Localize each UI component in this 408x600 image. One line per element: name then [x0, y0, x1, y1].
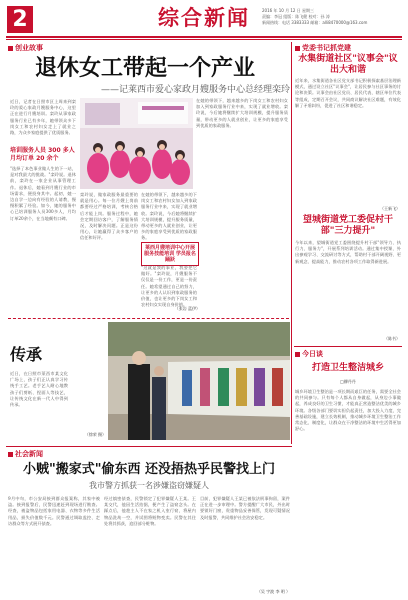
lead-intro: 近日，记者在日照市区上周来到栾玲的爱心家政月嫂服务中心，这里正在进行月嫂培训。栾玲从事家政服务行业已有多年，她带领众多下岗女工和农村妇女走上了就业之路，为众多家庭提供了优质服务。 — [10, 99, 76, 136]
lead-col2b-text: 栾玲说，做家政服务最重要的就是用心。每一位月嫂上岗前都要经过严格培训，考核合格后才能上岗。服务过程中，她会定期回访客户，了解服务情况，及时解决问题。正是这份用心，让她赢得了众多客户的信任和好评。 — [80, 192, 138, 241]
lead-box — [141, 242, 199, 266]
lead-subtitle-1: 培训服务人员 300 多人月均订单 20 余个 — [10, 147, 75, 162]
bottom-col2: 经过缜密侦查，民警锁定了犯罪嫌疑人王某。王某交代，他因生活拮据，便产生了盗窃念头。在踩点后，他趁主人不在家之机入室行窃，将屋内物品洗劫一空，并试图将赃物变卖。民警在其住处将其抓获，追回部分赃物。 — [104, 496, 196, 526]
lead-box-title: 莱西月嫂培训中心开展服务技能培训 学员报名踊跃 — [144, 245, 196, 263]
right1-sub-headline[interactable]: 望城街道党工委促村干部"三力提升" — [302, 215, 393, 236]
bottom-reporter: （吴 宇波 李 明 ） — [256, 589, 290, 594]
chuancheng-photo — [108, 322, 290, 440]
masthead-meta — [262, 8, 404, 26]
chuancheng-text: 近日，在日照市莱西市某文化广场上，孩子们正认真学习传统手工艺。老手艺人耐心地教孩子们剪纸、捏面人等技艺，让传统文化在新一代人中得到传承。 — [10, 371, 68, 408]
lead-col3-text: 在她的带领下，越来越多的下岗女工和农村妇女加入到家政服务行业中来，实现了就业增收。栾玲说，今后她将继续扩大培训规模，提升服务质量，带动更多的人就业创业，让更多的家庭享受到优质的家政服务。 — [141, 192, 197, 240]
right2-text: 城乡环境卫生整治是一项长期而艰巨的任务，需要全社会的共同参与。只有每个人都从自身做起，从身边小事做起，养成良好的卫生习惯，才能真正营造整洁优美的城乡环境。各级各部门要切实担负起责任，加大投入力度，完善基础设施，建立长效机制，推动城乡环境卫生整治工作常态化、制度化，让群众在干净整洁的环境中生活得更加舒心。 — [295, 389, 401, 432]
lead-headline[interactable]: 退休女工带起一个产业 — [34, 56, 255, 81]
section-tag-today: 今日谈 — [295, 350, 323, 359]
right1-sub-reporter: （陈书） — [384, 336, 400, 341]
right-rail-divider — [294, 346, 402, 347]
column-divider — [291, 42, 292, 444]
section-tag-society: 社会新闻 — [8, 450, 43, 459]
right2-author: □柳丹丹 — [340, 379, 356, 384]
chuancheng-title[interactable]: 传承 — [10, 345, 43, 364]
section-tag-party: 党委书记抓党建 — [295, 44, 351, 53]
masthead-contact: 新闻热线：电话 3383333 邮箱：alli8470000@163.com — [262, 20, 368, 25]
bottom-divider — [6, 446, 292, 447]
section-divider — [8, 318, 289, 319]
bottom-col3: 目前，犯罪嫌疑人王某已被依法刑事拘留，案件正在进一步审理中。警方提醒广大市民，外出时要锁好门窗，贵重物品妥善保管，发现可疑情况及时报警，共同维护社会治安稳定。 — [200, 496, 290, 520]
right1-text: 近年来，水集街道各社区党支部书记积极探索基层治理新模式，通过设立社区"议事会"，让居民参与社区事务的讨论和决策。议事会由社区党员、居民代表、辖区单位代表等组成，定期召开会议，共同商议解决社区难题，有效化解了矛盾纠纷，促进了社区和谐稳定。 — [295, 78, 401, 108]
page-number: 2 — [7, 6, 33, 33]
section-tag-startup: 创业故事 — [8, 44, 43, 53]
newspaper-section-title: 综合新闻 — [158, 6, 250, 30]
masthead-rule-thin — [6, 39, 402, 40]
right1-headline[interactable]: 水集街道社区"议事会"议出大和谐 — [298, 54, 398, 75]
masthead-date: 2016 年 10 月 12 日 星期三 — [262, 8, 314, 13]
right1-reporter: （王新飞） — [380, 206, 400, 211]
lead-subhead: ——记莱西市爱心家政月嫂服务中心总经理栾玲 — [100, 85, 290, 95]
right2-headline[interactable]: 打造卫生整洁城乡 — [311, 363, 384, 373]
right1-sub-text: 今年以来，望城街道党工委围绕提升村干部"领导力、执行力、服务力"，开展系列培训活动。通过集中授课、外出参观学习、交流研讨等方式，帮助村干部开阔视野、更新观念、提高能力，推动农村各项工作取得新进展。 — [295, 240, 401, 264]
bottom-subhead: 我市警方抓获一名涉嫌盗窃嫌疑人 — [89, 481, 209, 490]
lead-col4-text: 在她的带领下，越来越多的下岗女工和农村妇女加入到家政服务行业中来，实现了就业增收。栾玲说，今后她将继续扩大培训规模，提升服务质量，带动更多的人就业创业，让更多的家庭享受到优质的家政服务。 — [196, 98, 288, 128]
masthead-editors: 责编：李冠 组版：陈飞健 校对：孙 涛 — [262, 14, 330, 19]
lead-photo-training — [80, 98, 193, 189]
masthead-rule — [6, 36, 402, 38]
chuancheng-caption: （徐荣 摄） — [84, 432, 106, 437]
bottom-headline[interactable]: 小贼"搬家式"偷东西 还没捂热乎民警找上门 — [22, 462, 276, 477]
lead-reporter: （张岩 蓝伊） — [174, 306, 200, 311]
lead-col3b-text: "这就是我的事业，我要把它做好。"栾玲说，月嫂服务不仅仅是一份工作，更是一份责任。她希望通过自己的努力，让更多的人认识到家政服务的价值，也让更多的下岗女工和农村妇女实现自身价值。 — [141, 265, 197, 308]
lead-col1-text: "选择了本色事业做人生的下一站，是对我最大的挑战。"栾玲说。退休前，栾玲在一家企业从事管理工作。退休后，她看到月嫂行业的市场需求，便投身其中。起初，她一边自学一边向有经验的人请教，慢慢积累了经验。如今，她的服务中心已培训服务人员300多人，月均订单20余个，在当地颇有口碑。 — [10, 166, 76, 221]
bottom-col1: 9月中旬，市公安局接到群众报案称，其家中被盗。接到报警后，民警迅速赶到现场进行勘查。经查，被盗物品包括家用电器、衣物等多件生活用品，损失价值数千元。民警通过调取监控、走访群众等方式展开侦查。 — [8, 496, 100, 526]
